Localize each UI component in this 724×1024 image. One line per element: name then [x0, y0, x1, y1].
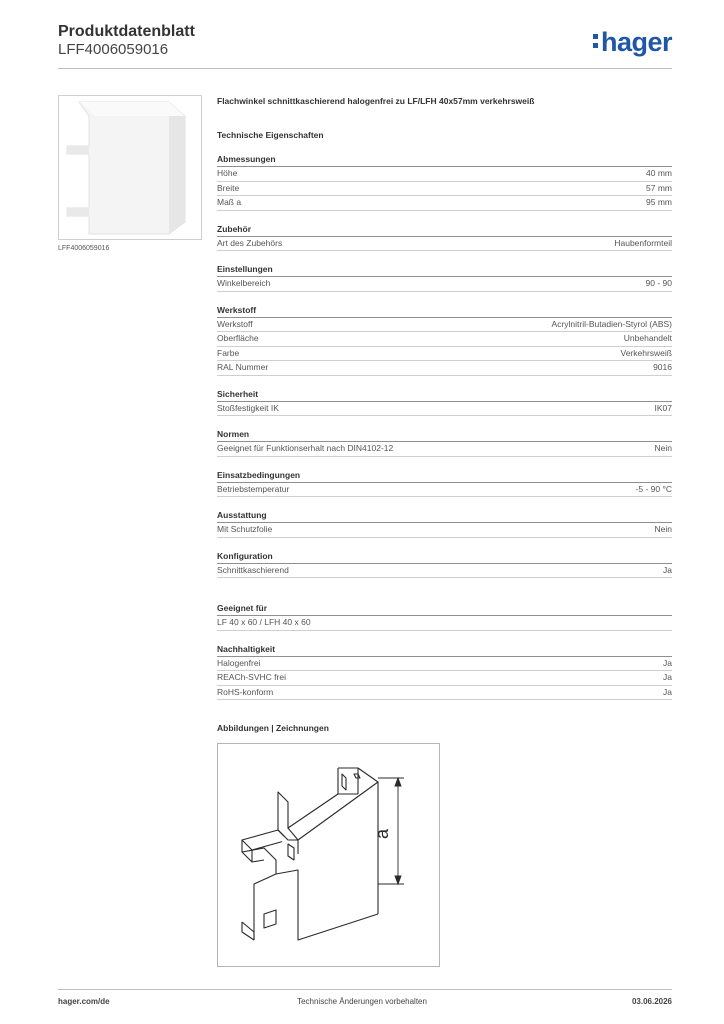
section-title: Sicherheit: [217, 388, 672, 402]
property-row: [217, 686, 672, 701]
property-value: 95 mm: [646, 197, 672, 207]
property-value: Nein: [654, 524, 672, 534]
property-row: [217, 671, 672, 686]
property-section: [217, 428, 672, 457]
property-section: [217, 602, 672, 631]
page-title: Produktdatenblatt: [58, 23, 195, 40]
dimension-label-a: a: [372, 828, 392, 840]
property-label: Breite: [217, 182, 240, 193]
property-label: Geeignet für Funktionserhalt nach DIN4102-12: [217, 443, 394, 453]
property-value: Haubenformteil: [614, 237, 672, 248]
main-content: [217, 95, 672, 967]
property-row: [217, 523, 672, 538]
property-section: [217, 509, 672, 538]
property-value: Ja: [663, 672, 672, 682]
property-label: Schnittkaschierend: [217, 564, 289, 575]
property-section: [217, 153, 672, 211]
property-value: 57 mm: [646, 182, 672, 193]
property-section: [217, 469, 672, 498]
property-label: Halogenfrei: [217, 657, 261, 668]
property-row: [217, 277, 672, 292]
hager-logo: [593, 27, 672, 57]
property-label: Winkelbereich: [217, 278, 271, 288]
property-label: Betriebstemperatur: [217, 483, 290, 494]
property-row: [217, 483, 672, 498]
property-row: [217, 564, 672, 579]
footer-note: Technische Änderungen vorbehalten: [297, 997, 427, 1006]
section-title: Einstellungen: [217, 263, 672, 277]
product-name: Flachwinkel schnittkaschierend halogenfrei zu LF/LFH 40x57mm verkehrsweiß: [217, 96, 535, 106]
header: [58, 22, 195, 59]
property-value: 40 mm: [646, 168, 672, 178]
product-thumbnail: [58, 95, 202, 240]
section-title: Konfiguration: [217, 550, 672, 564]
property-value: Verkehrsweiß: [620, 347, 672, 358]
property-label: Farbe: [217, 347, 240, 358]
footer-date: 03.06.2026: [631, 997, 672, 1006]
property-value: 90 - 90: [645, 278, 672, 288]
property-row: [217, 361, 672, 376]
property-label: Art des Zubehörs: [217, 237, 283, 248]
property-row: [217, 347, 672, 362]
section-title: Werkstoff: [217, 304, 672, 318]
property-value: Ja: [663, 564, 672, 575]
logo-dots-icon: [593, 27, 599, 48]
footer-website[interactable]: hager.com/de: [58, 997, 110, 1006]
section-title: Zubehör: [217, 223, 672, 237]
section-title: Normen: [217, 428, 672, 442]
property-label: REACh-SVHC frei: [217, 672, 286, 682]
images-heading: Abbildungen | Zeichnungen: [217, 723, 329, 733]
property-section: [217, 550, 672, 579]
section-title: Nachhaltigkeit: [217, 643, 672, 657]
property-value: -5 - 90 °C: [635, 483, 672, 494]
property-label: Werkstoff: [217, 318, 253, 329]
property-value: Ja: [663, 686, 672, 697]
property-value: Unbehandelt: [623, 333, 672, 343]
footer-divider: [58, 989, 672, 990]
section-title: Ausstattung: [217, 509, 672, 523]
property-value: IK07: [654, 402, 672, 413]
property-label: Mit Schutzfolie: [217, 524, 273, 534]
property-row: [217, 167, 672, 182]
brand-name: hager: [600, 27, 672, 57]
property-label: Stoßfestigkeit IK: [217, 402, 279, 413]
property-value: 9016: [653, 362, 672, 372]
property-row: [217, 332, 672, 347]
property-row: [217, 182, 672, 197]
property-row: [217, 196, 672, 211]
property-value: Ja: [663, 657, 672, 668]
technical-drawing: [217, 743, 440, 967]
property-row: [217, 616, 672, 631]
property-sections: [217, 153, 672, 700]
property-row: [217, 402, 672, 417]
property-value: Acrylnitril-Butadien-Styrol (ABS): [551, 318, 672, 329]
property-row: [217, 657, 672, 672]
section-title: Einsatzbedingungen: [217, 469, 672, 483]
tech-properties-heading: Technische Eigenschaften: [217, 130, 324, 140]
property-section: [217, 304, 672, 376]
property-section: [217, 223, 672, 252]
header-divider: [58, 68, 672, 69]
section-title: Abmessungen: [217, 153, 672, 167]
section-title: Geeignet für: [217, 602, 672, 616]
property-label: Höhe: [217, 168, 238, 178]
property-label: RAL Nummer: [217, 362, 269, 372]
property-value: Nein: [654, 443, 672, 453]
thumbnail-caption: LFF4006059016: [58, 245, 110, 252]
property-label: RoHS-konform: [217, 686, 274, 697]
property-section: [217, 643, 672, 701]
property-row: [217, 442, 672, 457]
property-section: [217, 263, 672, 292]
property-section: [217, 388, 672, 417]
property-label: LF 40 x 60 / LFH 40 x 60: [217, 617, 311, 627]
article-number: LFF4006059016: [58, 41, 169, 58]
property-row: [217, 318, 672, 333]
property-label: Oberfläche: [217, 333, 259, 343]
property-row: [217, 237, 672, 252]
property-label: Maß a: [217, 197, 242, 207]
